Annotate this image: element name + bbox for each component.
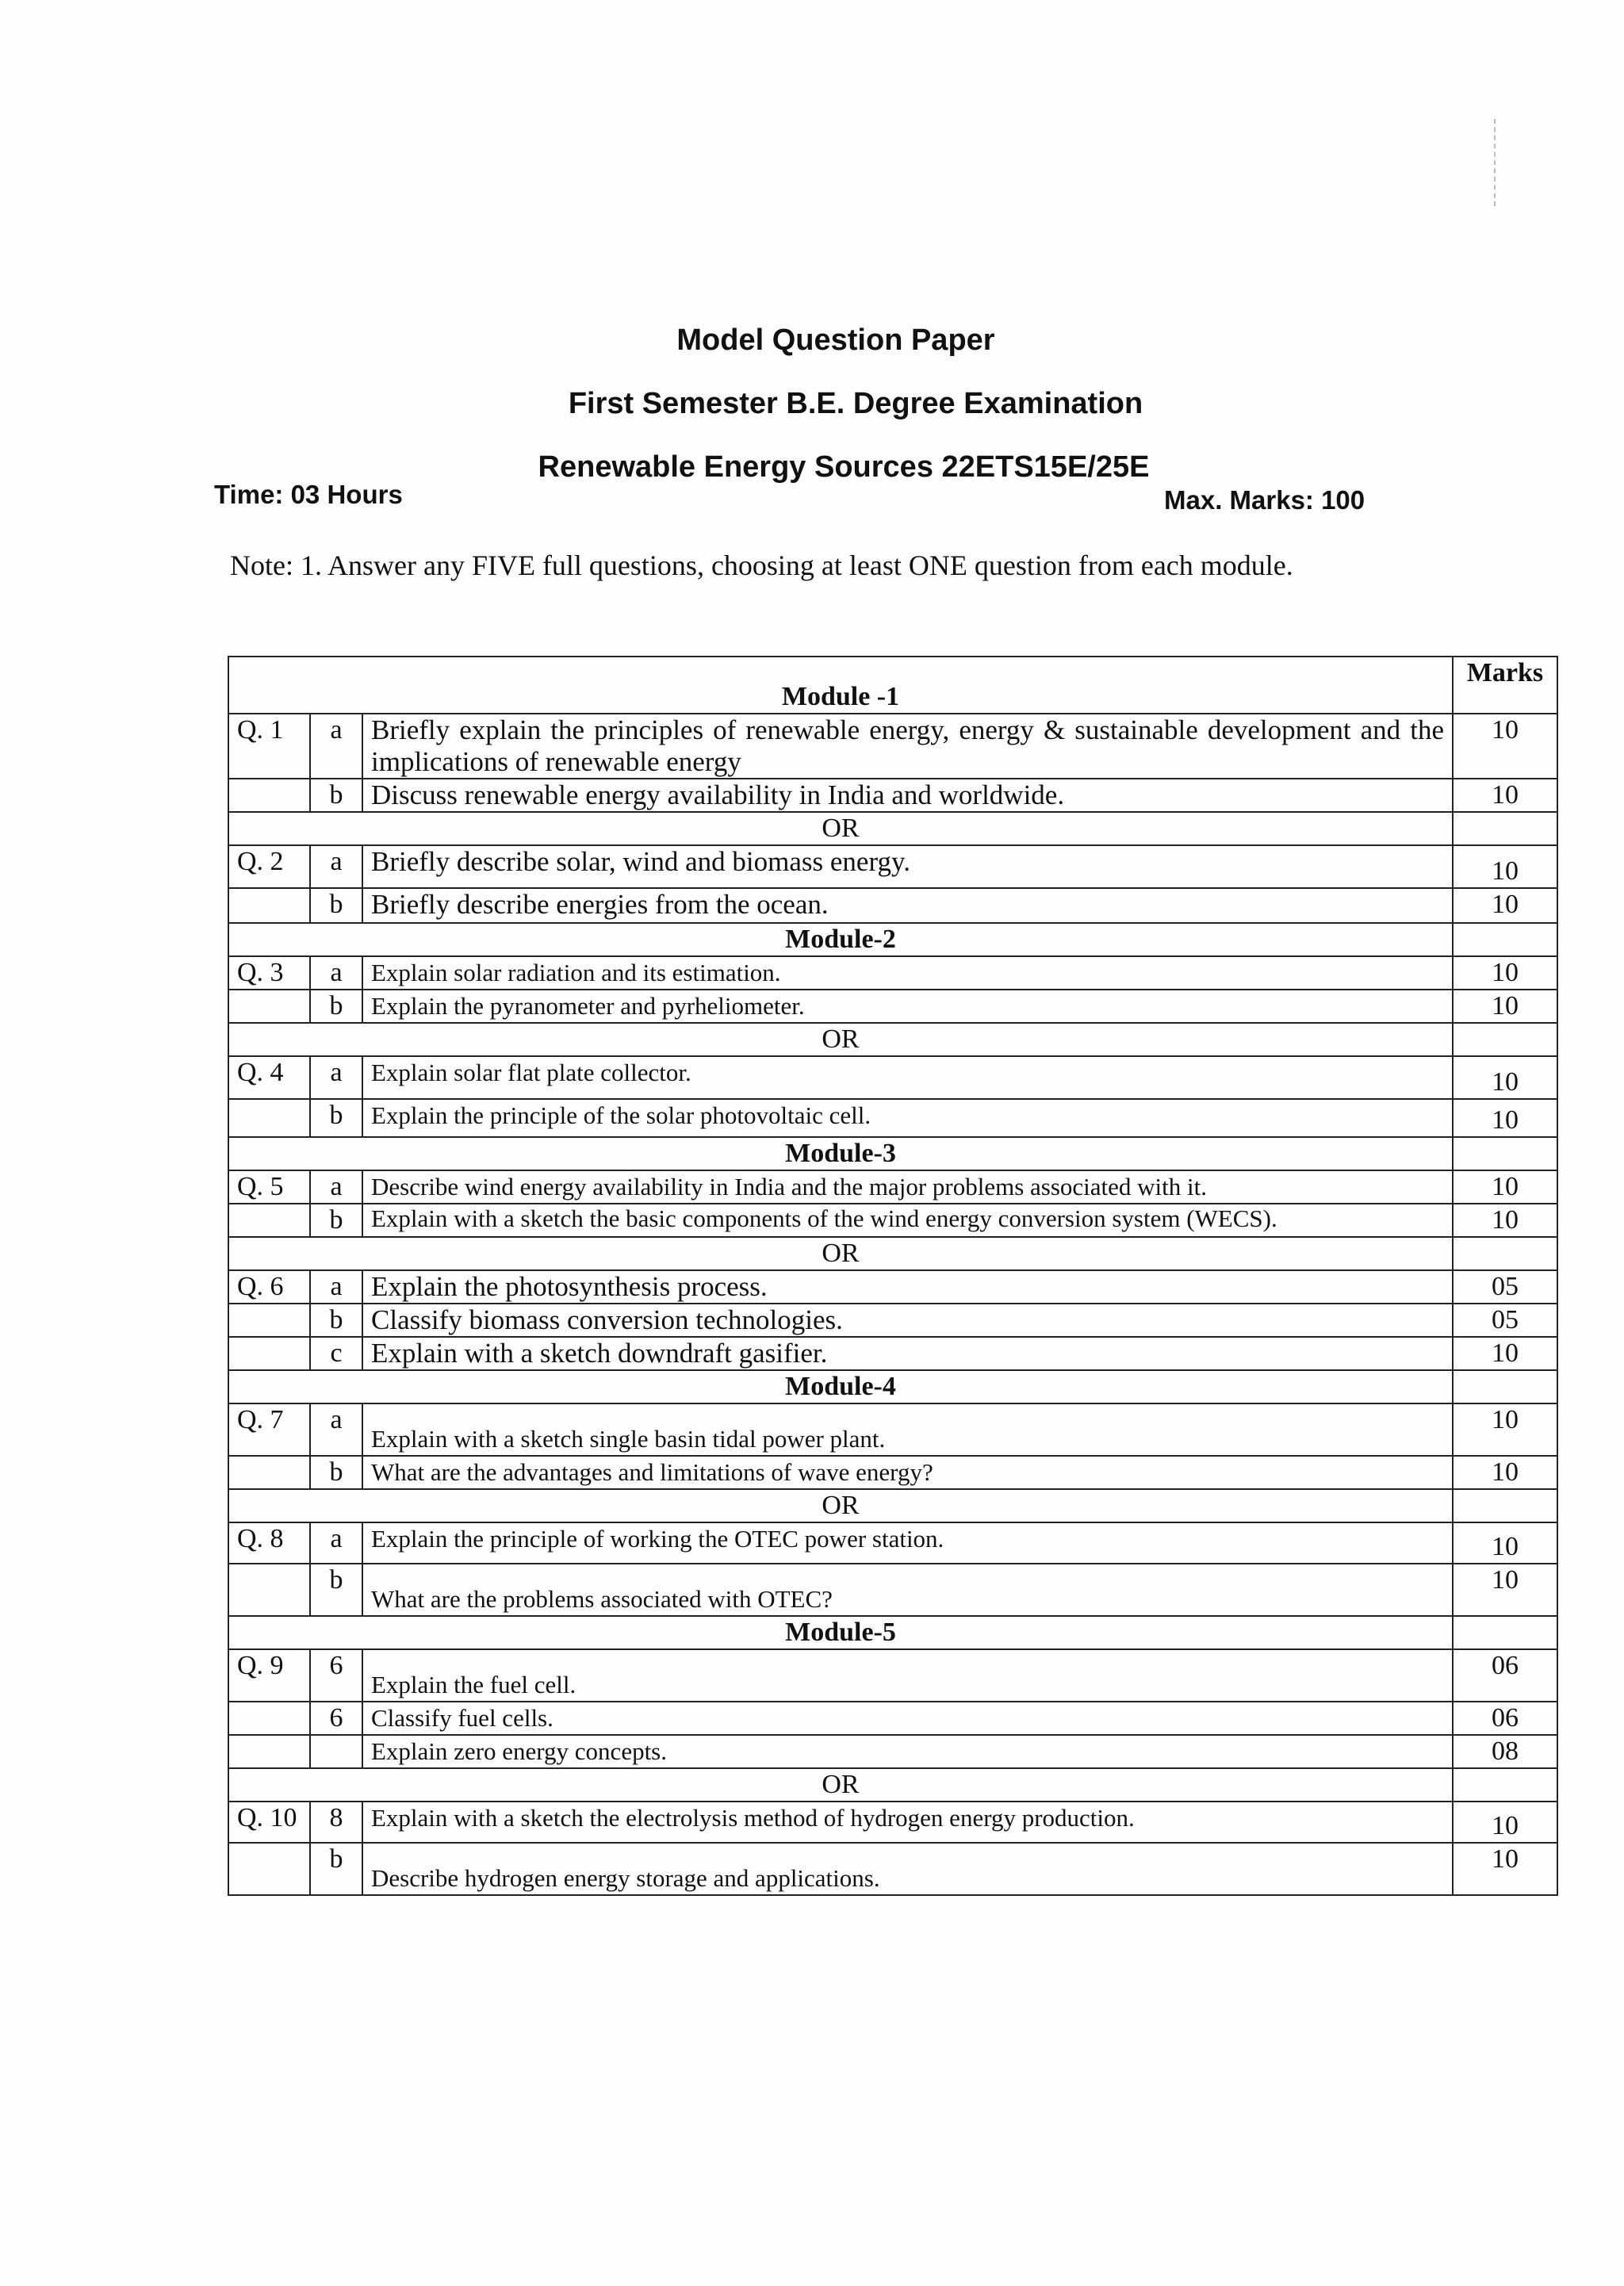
module-heading: Module-2 [228,923,1453,956]
question-row [228,888,1557,923]
question-row [228,1403,1557,1456]
marks-value: 10 [1453,1337,1557,1370]
marks-value: 10 [1453,1204,1557,1237]
question-text: Briefly describe solar, wind and biomass energy. [362,845,1453,888]
or-divider: OR [228,1237,1453,1270]
marks-value: 06 [1453,1702,1557,1735]
question-number: Q. 4 [228,1056,310,1099]
marks-empty [1453,1768,1557,1802]
question-row [228,1304,1557,1337]
question-row [228,1649,1557,1702]
part-label: b [310,1564,362,1616]
marks-empty [1453,812,1557,845]
question-row [228,1170,1557,1204]
part-label: 6 [310,1649,362,1702]
question-number: Q. 9 [228,1649,310,1702]
module-row [228,1370,1557,1403]
part-label: a [310,1056,362,1099]
marks-empty [1453,1137,1557,1170]
question-number: Q. 1 [228,714,310,779]
part-label: b [310,1843,362,1895]
question-text: Explain solar radiation and its estimation. [362,956,1453,990]
marks-empty [1453,1489,1557,1522]
exam-name: First Semester B.E. Degree Examination [568,387,1143,420]
marks-value: 08 [1453,1735,1557,1768]
module-heading: Module-3 [228,1137,1453,1170]
part-label: a [310,1170,362,1204]
part-label: a [310,1403,362,1456]
question-row [228,1056,1557,1099]
question-text: Explain with a sketch single basin tidal power plant. [362,1403,1453,1456]
marks-value: 05 [1453,1270,1557,1304]
part-label: a [310,1522,362,1564]
question-number-empty [228,1735,310,1768]
question-row [228,1564,1557,1616]
instructions-note: Note: 1. Answer any FIVE full questions, choosing at least ONE question from each module. [230,549,1293,581]
or-divider: OR [228,1023,1453,1056]
question-row [228,1843,1557,1895]
question-number: Q. 7 [228,1403,310,1456]
question-text: Explain the photosynthesis process. [362,1270,1453,1304]
or-row [228,1023,1557,1056]
marks-value: 05 [1453,1304,1557,1337]
subject-name: Renewable Energy Sources 22ETS15E/25E [538,450,1150,484]
question-number: Q. 6 [228,1270,310,1304]
question-number-empty [228,1204,310,1237]
scan-artifact [1494,119,1498,206]
module-heading: Module -1 [228,657,1453,714]
question-number-empty [228,990,310,1023]
question-number: Q. 3 [228,956,310,990]
or-divider: OR [228,1489,1453,1522]
marks-value: 10 [1453,1522,1557,1564]
marks-header: Marks [1453,657,1557,714]
part-label: 6 [310,1702,362,1735]
question-text: Classify fuel cells. [362,1702,1453,1735]
or-row [228,1237,1557,1270]
question-row [228,779,1557,812]
question-text: Explain with a sketch the basic components of the wind energy conversion system (WECS). [362,1204,1453,1237]
part-label: a [310,956,362,990]
module-row [228,1616,1557,1649]
question-number-empty [228,1843,310,1895]
question-row [228,1204,1557,1237]
marks-value: 10 [1453,714,1557,779]
or-row [228,1768,1557,1802]
question-table [228,656,1558,1896]
question-text: Explain the fuel cell. [362,1649,1453,1702]
question-row [228,1802,1557,1843]
question-row [228,1270,1557,1304]
marks-value: 10 [1453,956,1557,990]
question-text: Briefly describe energies from the ocean. [362,888,1453,923]
question-number: Q. 10 [228,1802,310,1843]
marks-value: 10 [1453,888,1557,923]
question-row [228,1337,1557,1370]
question-number-empty [228,1304,310,1337]
part-label: b [310,1304,362,1337]
marks-value: 06 [1453,1649,1557,1702]
question-text: Briefly explain the principles of renewable energy, energy & sustainable development and the implications of renewable energy [362,714,1453,779]
question-row [228,1522,1557,1564]
question-text: What are the problems associated with OTEC? [362,1564,1453,1616]
marks-empty [1453,1616,1557,1649]
question-number-empty [228,1456,310,1489]
question-text: Discuss renewable energy availability in India and worldwide. [362,779,1453,812]
marks-value: 10 [1453,1170,1557,1204]
part-label: c [310,1337,362,1370]
part-label: b [310,1204,362,1237]
paper-title: Model Question Paper [676,324,995,357]
question-row [228,1735,1557,1768]
marks-value: 10 [1453,1099,1557,1137]
question-number-empty [228,1702,310,1735]
or-row [228,812,1557,845]
question-number: Q. 5 [228,1170,310,1204]
time-label: Time: 03 Hours [214,480,403,509]
question-text: Explain the principle of the solar photovoltaic cell. [362,1099,1453,1137]
question-number-empty [228,779,310,812]
question-number-empty [228,1337,310,1370]
question-text: Classify biomass conversion technologies. [362,1304,1453,1337]
question-number-empty [228,1564,310,1616]
or-row [228,1489,1557,1522]
marks-value: 10 [1453,1802,1557,1843]
question-row [228,990,1557,1023]
question-row [228,1702,1557,1735]
part-label: b [310,888,362,923]
or-divider: OR [228,812,1453,845]
part-label: b [310,1456,362,1489]
question-text: Describe wind energy availability in India and the major problems associated with it. [362,1170,1453,1204]
module-row [228,657,1557,714]
question-text: Explain solar flat plate collector. [362,1056,1453,1099]
question-text: Explain the pyranometer and pyrheliometer. [362,990,1453,1023]
part-label: b [310,779,362,812]
marks-value: 10 [1453,1456,1557,1489]
module-heading: Module-4 [228,1370,1453,1403]
marks-value: 10 [1453,845,1557,888]
question-text: What are the advantages and limitations of wave energy? [362,1456,1453,1489]
question-text: Explain zero energy concepts. [362,1735,1453,1768]
part-label: a [310,845,362,888]
marks-empty [1453,1023,1557,1056]
question-text: Explain with a sketch the electrolysis method of hydrogen energy production. [362,1802,1453,1843]
question-row [228,714,1557,779]
marks-value: 10 [1453,990,1557,1023]
part-label: 8 [310,1802,362,1843]
part-label [310,1735,362,1768]
max-marks-label: Max. Marks: 100 [1164,485,1365,515]
part-label: b [310,1099,362,1137]
question-text: Explain with a sketch downdraft gasifier. [362,1337,1453,1370]
marks-empty [1453,923,1557,956]
question-text: Describe hydrogen energy storage and applications. [362,1843,1453,1895]
marks-empty [1453,1237,1557,1270]
marks-value: 10 [1453,1843,1557,1895]
question-text: Explain the principle of working the OTEC power station. [362,1522,1453,1564]
part-label: a [310,714,362,779]
module-row [228,923,1557,956]
question-number-empty [228,1099,310,1137]
part-label: a [310,1270,362,1304]
marks-empty [1453,1370,1557,1403]
question-number: Q. 2 [228,845,310,888]
marks-value: 10 [1453,1564,1557,1616]
question-row [228,1099,1557,1137]
question-row [228,1456,1557,1489]
marks-value: 10 [1453,1403,1557,1456]
or-divider: OR [228,1768,1453,1802]
module-heading: Module-5 [228,1616,1453,1649]
marks-value: 10 [1453,779,1557,812]
marks-value: 10 [1453,1056,1557,1099]
question-number: Q. 8 [228,1522,310,1564]
question-row [228,956,1557,990]
part-label: b [310,990,362,1023]
question-row [228,845,1557,888]
question-number-empty [228,888,310,923]
module-row [228,1137,1557,1170]
